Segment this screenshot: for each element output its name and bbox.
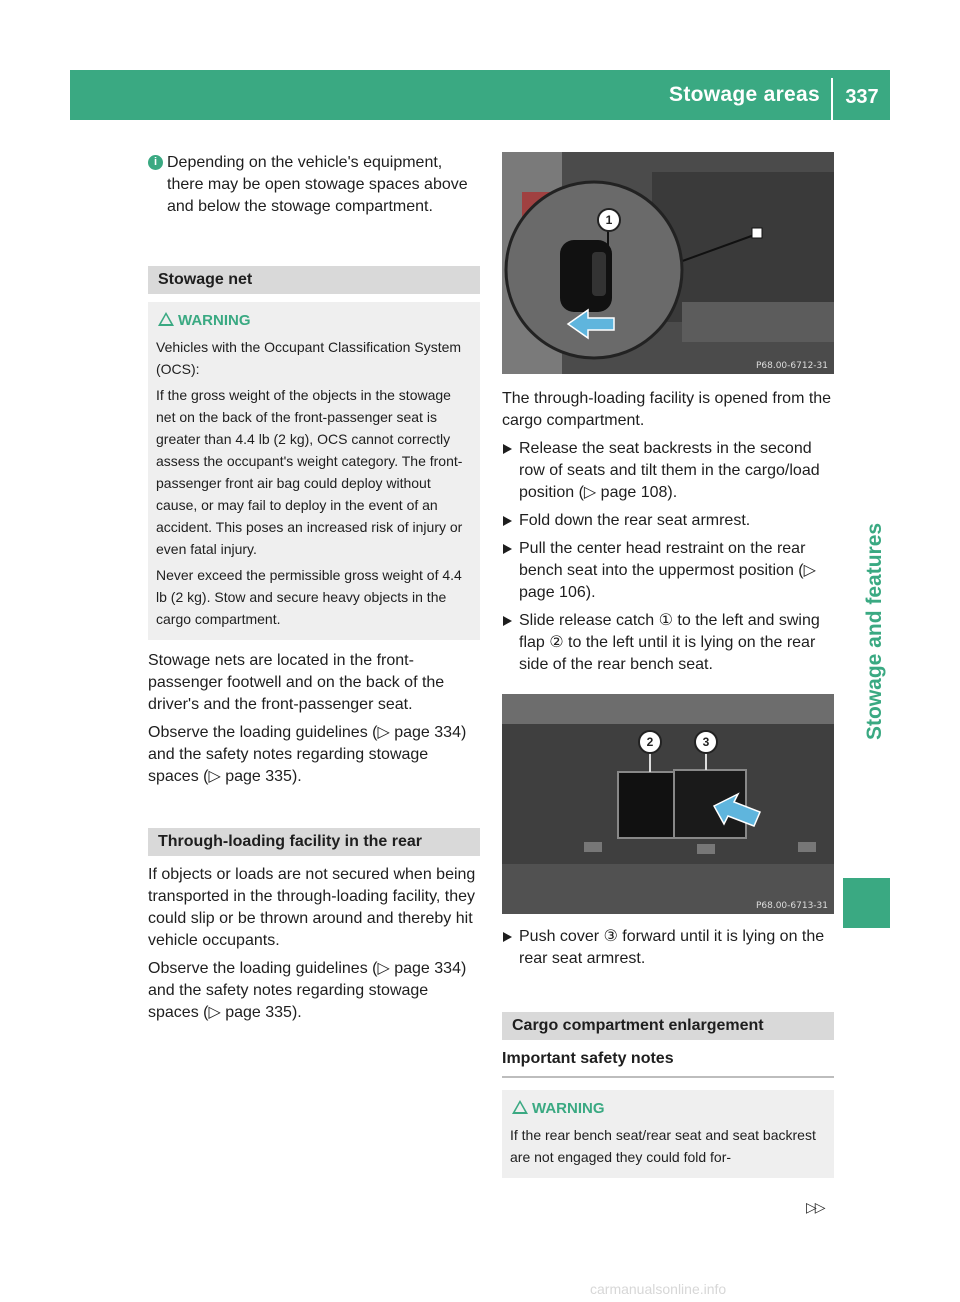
step-arrow-icon (503, 444, 512, 454)
header-divider (831, 78, 833, 120)
side-tab (843, 120, 890, 870)
callout-1: 1 (597, 208, 621, 232)
warning-box-stowage-net (148, 302, 480, 640)
step-arrow-icon (503, 544, 512, 554)
body-paragraph: Stowage nets are located in the front-passenger footwell and on the back of the driver's and the front-passenger seat. (148, 652, 445, 713)
warning-paragraph: If the rear bench seat/rear seat and seat backrest are not engaged they could fold for- (510, 1127, 816, 1165)
step-text: Push cover ③ forward until it is lying on the rear seat armrest. (519, 928, 825, 967)
step-arrow-icon (503, 616, 512, 626)
warning-paragraph: Never exceed the permissible gross weight of 4.4 lb (2 kg). Stow and secure heavy objects in the cargo compartment. (156, 567, 462, 627)
warning-box-cargo (502, 1090, 834, 1178)
left-column (148, 152, 480, 1030)
intro-paragraph: The through-loading facility is opened from the cargo compartment. (502, 390, 832, 429)
continue-arrows-icon: ▷▷ (806, 1199, 824, 1215)
subheading-safety-notes: Important safety notes (502, 1048, 834, 1078)
figure-code: P68.00-6713-31 (755, 901, 828, 911)
warning-icon (512, 1100, 528, 1114)
callout-2: 2 (638, 730, 662, 754)
warning-paragraph: Vehicles with the Occupant Classification System (OCS): (156, 339, 462, 377)
step-arrow-icon (503, 516, 512, 526)
instruction-step (502, 610, 834, 676)
warning-heading (510, 1098, 826, 1120)
instruction-step (502, 926, 834, 970)
body-paragraph: Observe the loading guidelines (▷ page 334) and the safety notes regarding stowage spaces (▷ page 335). (148, 724, 467, 785)
step-text: Pull the center head restraint on the rear bench seat into the uppermost position (▷ page 106). (519, 540, 816, 601)
info-note-text: Depending on the vehicle's equipment, there may be open stowage spaces above and below the stowage compartment. (167, 154, 468, 215)
header-title: Stowage areas (669, 83, 820, 106)
body-paragraph: If objects or loads are not secured when being transported in the through-loading facility, they could slip or be thrown around and thereby hit vehicle occupants. (148, 866, 476, 949)
warning-heading (156, 310, 472, 332)
body-paragraph: Observe the loading guidelines (▷ page 334) and the safety notes regarding stowage spaces (▷ page 335). (148, 960, 467, 1021)
figure-through-loading-flap (502, 694, 834, 914)
cargo-flap-illustration (502, 694, 834, 914)
header-bar (70, 70, 890, 120)
info-icon: i (148, 155, 163, 170)
step-text: Fold down the rear seat armrest. (519, 512, 751, 529)
cargo-latch-illustration (502, 152, 834, 374)
warning-label: WARNING (532, 1100, 605, 1117)
step-text: Release the seat backrests in the second row of seats and tilt them in the cargo/load position (▷ page 108). (519, 440, 820, 501)
footer-watermark: carmanualsonline.info (590, 1281, 727, 1297)
page-number: 337 (845, 86, 879, 108)
instruction-step (502, 538, 834, 604)
side-tab-label: Stowage and features (863, 522, 886, 740)
info-note (148, 152, 480, 218)
right-column (502, 152, 834, 1178)
figure-through-loading-latch (502, 152, 834, 374)
instruction-step (502, 438, 834, 504)
section-heading-cargo-enlargement: Cargo compartment enlargement (502, 1012, 834, 1040)
figure-code: P68.00-6712-31 (755, 361, 828, 371)
side-tab-block (843, 878, 890, 928)
instruction-step (502, 510, 834, 532)
step-arrow-icon (503, 932, 512, 942)
warning-icon (158, 312, 174, 326)
section-heading-stowage-net: Stowage net (148, 266, 480, 294)
warning-paragraph: If the gross weight of the objects in the stowage net on the back of the front-passenger seat is greater than 4.4 lb (2 kg), OCS cannot correctly assess the occupant's weight category. The front-passenger front air bag could deploy without cause, or may fail to deploy in the event of an accident. This poses an increased risk of injury or even fatal injury. (156, 387, 463, 557)
section-heading-through-loading: Through-loading facility in the rear (148, 828, 480, 856)
step-text: Slide release catch ① to the left and swing flap ② to the left until it is lying on the rear side of the rear bench seat. (519, 612, 820, 673)
callout-3: 3 (694, 730, 718, 754)
warning-label: WARNING (178, 312, 251, 329)
